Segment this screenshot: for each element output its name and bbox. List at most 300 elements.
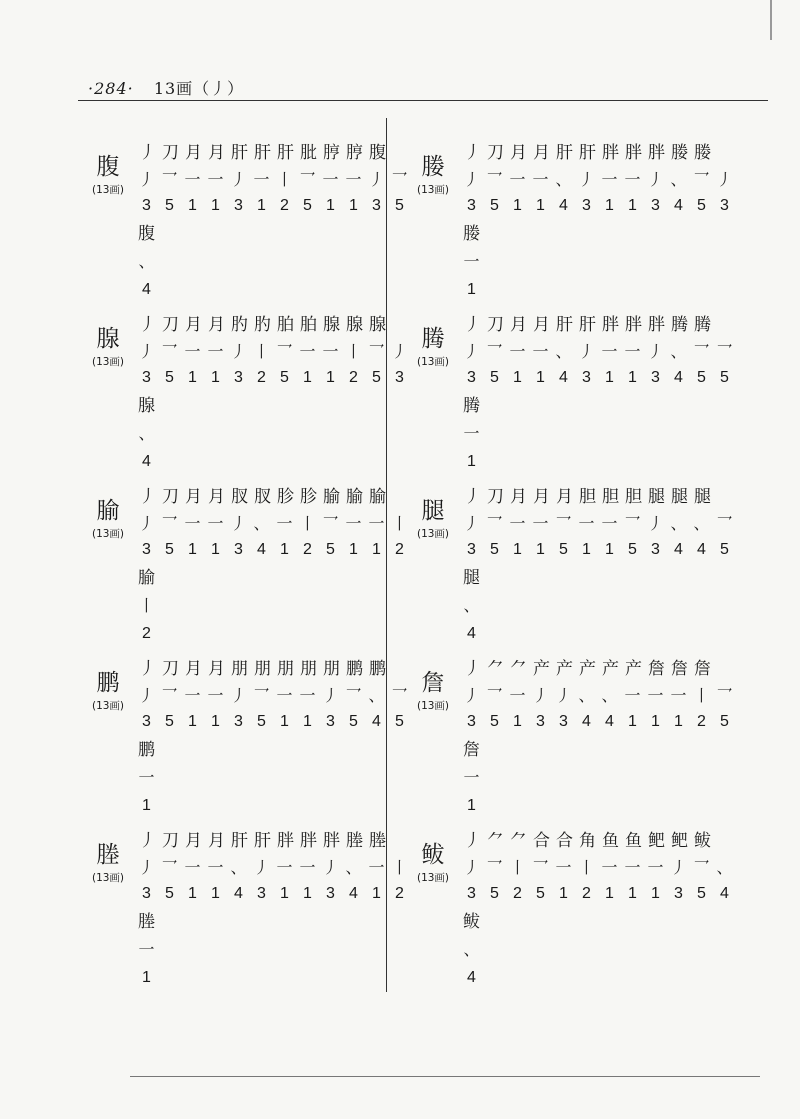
continuation-number: 4	[467, 625, 476, 642]
sequence-glyph: 丿	[139, 658, 154, 679]
sequence-glyph: 鲃	[648, 830, 663, 851]
sequence-glyph: 月	[533, 142, 548, 163]
sequence-glyph: 胖	[300, 830, 315, 851]
scan-edge-mark	[770, 0, 772, 40]
stroke-glyph: 一	[601, 341, 618, 361]
sequence-glyph: 媵	[694, 142, 709, 163]
sequence-glyph: 产	[625, 658, 640, 679]
character-entry	[405, 128, 735, 304]
continuation	[135, 392, 158, 476]
stroke-glyph: 一	[555, 857, 572, 877]
sequence-glyph: 胉	[277, 314, 292, 335]
stroke-number: 5	[280, 369, 289, 386]
sequence-glyph: 丿	[464, 486, 479, 507]
stroke-number: 1	[188, 197, 197, 214]
sequence-glyph: 朋	[323, 658, 338, 679]
stroke-glyph: 一	[624, 685, 641, 705]
sequence-glyph: 脝	[323, 142, 338, 163]
stroke-glyph: 一	[184, 169, 201, 189]
stroke-number: 1	[582, 541, 591, 558]
stroke-glyph: 丿	[391, 341, 408, 361]
head-character: 腺	[96, 326, 120, 352]
stroke-grid	[135, 136, 411, 220]
stroke-glyph: 丿	[138, 857, 155, 877]
stroke-number-row	[135, 192, 411, 220]
sequence-glyph: 朋	[300, 658, 315, 679]
stroke-glyph: 、	[670, 341, 687, 361]
stroke-number: 1	[188, 541, 197, 558]
continuation-number: 4	[142, 281, 151, 298]
stroke-number: 3	[326, 713, 335, 730]
sequence-glyph: ⺈	[487, 658, 502, 679]
stroke-glyph: 乛	[486, 857, 503, 877]
stroke-glyph: 一	[345, 169, 362, 189]
stroke-glyph: 一	[184, 857, 201, 877]
stroke-number-row	[135, 364, 411, 392]
stroke-row	[460, 508, 736, 536]
stroke-glyph: 乛	[368, 341, 385, 361]
sequence-glyph: 鲅	[694, 830, 709, 851]
stroke-number: 1	[280, 713, 289, 730]
sequence-glyph: 月	[185, 142, 200, 163]
stroke-glyph: 一	[276, 513, 293, 533]
sequence-glyph: 朋	[231, 658, 246, 679]
sequence-glyph: 詹	[671, 658, 686, 679]
stroke-glyph: 丿	[230, 513, 247, 533]
stroke-glyph: 丿	[670, 857, 687, 877]
stroke-count-badge: (13画)	[416, 700, 450, 712]
sequence-glyph: 月	[208, 142, 223, 163]
stroke-number: 5	[490, 713, 499, 730]
stroke-glyph: 丿	[138, 169, 155, 189]
stroke-number: 1	[536, 369, 545, 386]
sequence-glyph: 胗	[277, 486, 292, 507]
stroke-number: 1	[280, 885, 289, 902]
stroke-glyph: 、	[230, 857, 247, 877]
stroke-glyph: 乛	[555, 513, 572, 533]
stroke-number: 1	[326, 197, 335, 214]
stroke-number: 1	[513, 369, 522, 386]
sequence-glyph: 腺	[346, 314, 361, 335]
sequence-glyph: 月	[185, 658, 200, 679]
sequence-glyph: 腧	[323, 486, 338, 507]
stroke-glyph: 一	[670, 685, 687, 705]
stroke-row	[135, 508, 411, 536]
stroke-row	[460, 164, 736, 192]
stroke-number: 1	[605, 197, 614, 214]
stroke-glyph: 乛	[299, 169, 316, 189]
stroke-number: 5	[720, 713, 729, 730]
stroke-number: 4	[605, 713, 614, 730]
continuation-character: 鹏	[138, 740, 155, 760]
stroke-glyph: 丿	[253, 857, 270, 877]
stroke-glyph: 乛	[161, 857, 178, 877]
sequence-glyph: 刀	[162, 658, 177, 679]
stroke-glyph: 丿	[138, 685, 155, 705]
sequence-glyph: 胖	[323, 830, 338, 851]
stroke-glyph: 、	[555, 341, 572, 361]
continuation-number: 2	[142, 625, 151, 642]
stroke-glyph: 乛	[322, 513, 339, 533]
sequence-glyph: ⺈	[510, 830, 525, 851]
stroke-grid	[460, 308, 736, 392]
continuation-number: 4	[142, 453, 151, 470]
sequence-glyph: 肑	[254, 314, 269, 335]
stroke-number: 2	[395, 885, 404, 902]
stroke-glyph: 乛	[161, 685, 178, 705]
stroke-number: 1	[651, 885, 660, 902]
stroke-glyph: 丿	[230, 341, 247, 361]
stroke-number: 1	[513, 713, 522, 730]
continuation-stroke: 一	[463, 768, 480, 787]
stroke-glyph: 一	[322, 169, 339, 189]
stroke-number: 2	[349, 369, 358, 386]
page-header	[88, 76, 648, 100]
sequence-glyph: 月	[208, 658, 223, 679]
continuation	[460, 220, 483, 304]
stroke-number: 4	[349, 885, 358, 902]
sequence-glyph: 刀	[162, 486, 177, 507]
stroke-glyph: 、	[716, 857, 733, 877]
stroke-number-row	[460, 536, 736, 564]
stroke-glyph: 一	[207, 857, 224, 877]
stroke-number: 5	[490, 885, 499, 902]
sequence-glyph: 月	[533, 314, 548, 335]
stroke-glyph: 一	[299, 857, 316, 877]
stroke-number: 1	[303, 369, 312, 386]
stroke-number: 5	[697, 197, 706, 214]
continuation-character: 腧	[138, 568, 155, 588]
stroke-glyph: 丿	[647, 341, 664, 361]
stroke-glyph: 丿	[138, 513, 155, 533]
stroke-number: 5	[165, 197, 174, 214]
stroke-count-badge: (13画)	[416, 356, 450, 368]
stroke-glyph: 丿	[532, 685, 549, 705]
stroke-number: 1	[536, 197, 545, 214]
stroke-glyph: 一	[207, 169, 224, 189]
stroke-number: 3	[467, 885, 476, 902]
stroke-number: 1	[559, 885, 568, 902]
sequence-glyph: 肝	[231, 830, 246, 851]
continuation-stroke: 一	[463, 252, 480, 271]
stroke-number: 1	[628, 885, 637, 902]
sequence-glyph: 鱼	[625, 830, 640, 851]
stroke-grid	[460, 136, 736, 220]
stroke-glyph: 一	[647, 857, 664, 877]
stroke-number: 1	[372, 885, 381, 902]
stroke-glyph: 一	[184, 685, 201, 705]
stroke-number: 5	[720, 369, 729, 386]
sequence-glyph: 丿	[464, 658, 479, 679]
sequence-glyph: 产	[533, 658, 548, 679]
stroke-number: 1	[536, 541, 545, 558]
sequence-glyph: 刀	[487, 486, 502, 507]
sequence-glyph: 刀	[487, 314, 502, 335]
stroke-glyph: 一	[184, 513, 201, 533]
stroke-number: 3	[559, 713, 568, 730]
stroke-glyph: 丿	[322, 857, 339, 877]
stroke-grid	[135, 824, 411, 908]
sequence-glyph: 肑	[231, 314, 246, 335]
sequence-glyph: 媵	[671, 142, 686, 163]
stroke-number: 3	[536, 713, 545, 730]
stroke-glyph: 乛	[693, 169, 710, 189]
stroke-count-badge: (13画)	[416, 528, 450, 540]
character-entry	[405, 472, 735, 648]
stroke-glyph: 丨	[276, 169, 293, 189]
stroke-number-row	[460, 364, 736, 392]
stroke-glyph: 一	[532, 341, 549, 361]
sequence-glyph: 刀	[162, 142, 177, 163]
stroke-row	[460, 680, 736, 708]
stroke-number: 3	[651, 541, 660, 558]
stroke-glyph: 一	[368, 513, 385, 533]
sequence-glyph: 丿	[139, 486, 154, 507]
sequence-glyph: 胆	[625, 486, 640, 507]
stroke-glyph: 丨	[391, 857, 408, 877]
stroke-glyph: 丿	[230, 169, 247, 189]
stroke-glyph: 、	[670, 169, 687, 189]
stroke-number: 1	[349, 197, 358, 214]
stroke-sequence-row	[460, 824, 736, 852]
stroke-number: 3	[234, 713, 243, 730]
sequence-glyph: 丿	[464, 830, 479, 851]
sequence-glyph: 丿	[464, 142, 479, 163]
stroke-grid	[460, 824, 736, 908]
continuation-character: 腺	[138, 396, 155, 416]
stroke-sequence-row	[135, 824, 411, 852]
stroke-number: 4	[674, 369, 683, 386]
stroke-glyph: 丿	[555, 685, 572, 705]
sequence-glyph: 肝	[277, 142, 292, 163]
character-entry	[80, 472, 410, 648]
stroke-number: 5	[165, 369, 174, 386]
sequence-glyph: ⺈	[510, 658, 525, 679]
continuation-stroke: 一	[138, 768, 155, 787]
sequence-glyph: 肶	[300, 142, 315, 163]
stroke-grid	[135, 308, 411, 392]
stroke-glyph: 乛	[716, 341, 733, 361]
stroke-number: 3	[467, 197, 476, 214]
stroke-sequence-row	[135, 652, 411, 680]
sequence-glyph: 刀	[162, 314, 177, 335]
stroke-glyph: 、	[345, 857, 362, 877]
stroke-number: 1	[257, 197, 266, 214]
stroke-glyph: 丿	[716, 169, 733, 189]
stroke-number: 3	[467, 541, 476, 558]
stroke-glyph: 一	[601, 513, 618, 533]
sequence-glyph: 肞	[231, 486, 246, 507]
stroke-number-row	[135, 536, 411, 564]
stroke-grid	[460, 480, 736, 564]
stroke-number: 1	[280, 541, 289, 558]
sequence-glyph: 腺	[369, 314, 384, 335]
stroke-number: 1	[605, 541, 614, 558]
sequence-glyph: 胖	[602, 314, 617, 335]
sequence-glyph: 胖	[277, 830, 292, 851]
stroke-number: 1	[372, 541, 381, 558]
stroke-number: 3	[467, 713, 476, 730]
stroke-number: 5	[257, 713, 266, 730]
stroke-glyph: 丨	[509, 857, 526, 877]
sequence-glyph: 月	[556, 486, 571, 507]
header-rule	[78, 100, 768, 101]
stroke-grid	[135, 652, 411, 736]
stroke-count-badge: (13画)	[91, 356, 125, 368]
stroke-count-badge: (13画)	[91, 872, 125, 884]
stroke-number: 1	[513, 197, 522, 214]
stroke-number: 4	[720, 885, 729, 902]
sequence-glyph: 产	[602, 658, 617, 679]
stroke-number: 1	[211, 541, 220, 558]
stroke-number: 4	[674, 541, 683, 558]
stroke-number-row	[460, 880, 736, 908]
sequence-glyph: 朋	[254, 658, 269, 679]
stroke-number: 1	[303, 713, 312, 730]
stroke-number-row	[135, 708, 411, 736]
stroke-glyph: 乛	[716, 513, 733, 533]
stroke-number: 1	[211, 197, 220, 214]
stroke-count-badge: (13画)	[91, 184, 125, 196]
sequence-glyph: 胖	[648, 142, 663, 163]
stroke-row	[135, 336, 411, 364]
stroke-glyph: 一	[578, 513, 595, 533]
stroke-number: 4	[674, 197, 683, 214]
sequence-glyph: 月	[533, 486, 548, 507]
stroke-glyph: 一	[207, 685, 224, 705]
stroke-number: 5	[559, 541, 568, 558]
stroke-glyph: 丿	[647, 513, 664, 533]
stroke-number-row	[460, 708, 736, 736]
stroke-glyph: 一	[509, 513, 526, 533]
sequence-glyph: 产	[579, 658, 594, 679]
stroke-count-badge: (13画)	[416, 872, 450, 884]
stroke-glyph: 、	[693, 513, 710, 533]
stroke-sequence-row	[460, 136, 736, 164]
stroke-glyph: 丨	[693, 685, 710, 705]
head-character: 鲅	[421, 842, 445, 868]
sequence-glyph: 腿	[671, 486, 686, 507]
sequence-glyph: 詹	[694, 658, 709, 679]
stroke-number: 1	[628, 369, 637, 386]
sequence-glyph: 腾	[671, 314, 686, 335]
sequence-glyph: 月	[185, 314, 200, 335]
continuation-number: 1	[467, 797, 476, 814]
continuation-character: 腹	[138, 224, 155, 244]
stroke-glyph: 一	[647, 685, 664, 705]
stroke-glyph: 一	[624, 341, 641, 361]
character-entry	[80, 300, 410, 476]
stroke-glyph: 、	[578, 685, 595, 705]
stroke-glyph: 丨	[578, 857, 595, 877]
stroke-number: 1	[211, 713, 220, 730]
stroke-glyph: 一	[601, 857, 618, 877]
section-title: 13画（丿）	[153, 79, 245, 98]
stroke-glyph: 丿	[463, 169, 480, 189]
stroke-glyph: 乛	[391, 169, 408, 189]
stroke-count-badge: (13画)	[416, 184, 450, 196]
sequence-glyph: 丿	[139, 142, 154, 163]
stroke-number: 3	[674, 885, 683, 902]
stroke-glyph: 乛	[716, 685, 733, 705]
stroke-number: 5	[165, 885, 174, 902]
continuation-number: 1	[467, 281, 476, 298]
continuation-character: 腿	[463, 568, 480, 588]
stroke-number: 5	[628, 541, 637, 558]
continuation-stroke: 、	[138, 252, 155, 271]
head-character: 詹	[421, 670, 445, 696]
stroke-number: 1	[628, 713, 637, 730]
sequence-glyph: 腹	[369, 142, 384, 163]
stroke-number: 1	[211, 885, 220, 902]
continuation	[460, 392, 483, 476]
stroke-number: 3	[720, 197, 729, 214]
stroke-glyph: 一	[207, 513, 224, 533]
stroke-glyph: 乛	[693, 341, 710, 361]
continuation-number: 1	[467, 453, 476, 470]
stroke-glyph: 乛	[486, 341, 503, 361]
stroke-number: 2	[582, 885, 591, 902]
stroke-glyph: 乛	[391, 685, 408, 705]
sequence-glyph: 胖	[602, 142, 617, 163]
stroke-number: 5	[165, 541, 174, 558]
stroke-number: 5	[395, 197, 404, 214]
stroke-row	[135, 164, 411, 192]
stroke-number-row	[135, 880, 411, 908]
stroke-glyph: 、	[253, 513, 270, 533]
sequence-glyph: 角	[579, 830, 594, 851]
stroke-glyph: 乛	[161, 513, 178, 533]
stroke-glyph: 乛	[486, 169, 503, 189]
sequence-glyph: 肝	[254, 142, 269, 163]
stroke-grid	[135, 480, 411, 564]
stroke-number: 1	[188, 885, 197, 902]
continuation-number: 1	[142, 969, 151, 986]
stroke-number: 5	[303, 197, 312, 214]
stroke-glyph: 一	[322, 341, 339, 361]
stroke-number: 1	[605, 369, 614, 386]
sequence-glyph: 产	[556, 658, 571, 679]
sequence-glyph: 刀	[487, 142, 502, 163]
stroke-glyph: 乛	[693, 857, 710, 877]
sequence-glyph: 月	[185, 830, 200, 851]
sequence-glyph: 腧	[369, 486, 384, 507]
stroke-glyph: 一	[253, 169, 270, 189]
stroke-number: 3	[234, 197, 243, 214]
stroke-glyph: 、	[368, 685, 385, 705]
stroke-sequence-row	[135, 308, 411, 336]
stroke-count-badge: (13画)	[91, 700, 125, 712]
stroke-glyph: 丿	[463, 513, 480, 533]
stroke-glyph: 一	[509, 685, 526, 705]
stroke-number: 1	[188, 369, 197, 386]
character-entry	[405, 300, 735, 476]
stroke-number: 1	[303, 885, 312, 902]
sequence-glyph: 肝	[579, 314, 594, 335]
stroke-glyph: 乛	[486, 513, 503, 533]
stroke-number: 4	[372, 713, 381, 730]
sequence-glyph: 肝	[231, 142, 246, 163]
character-entry	[405, 816, 735, 992]
sequence-glyph: 胉	[300, 314, 315, 335]
stroke-number: 2	[395, 541, 404, 558]
stroke-glyph: 丨	[391, 513, 408, 533]
stroke-glyph: 乛	[253, 685, 270, 705]
stroke-glyph: 丿	[578, 341, 595, 361]
sequence-glyph: 肝	[556, 142, 571, 163]
stroke-glyph: 乛	[345, 685, 362, 705]
sequence-glyph: 刀	[162, 830, 177, 851]
